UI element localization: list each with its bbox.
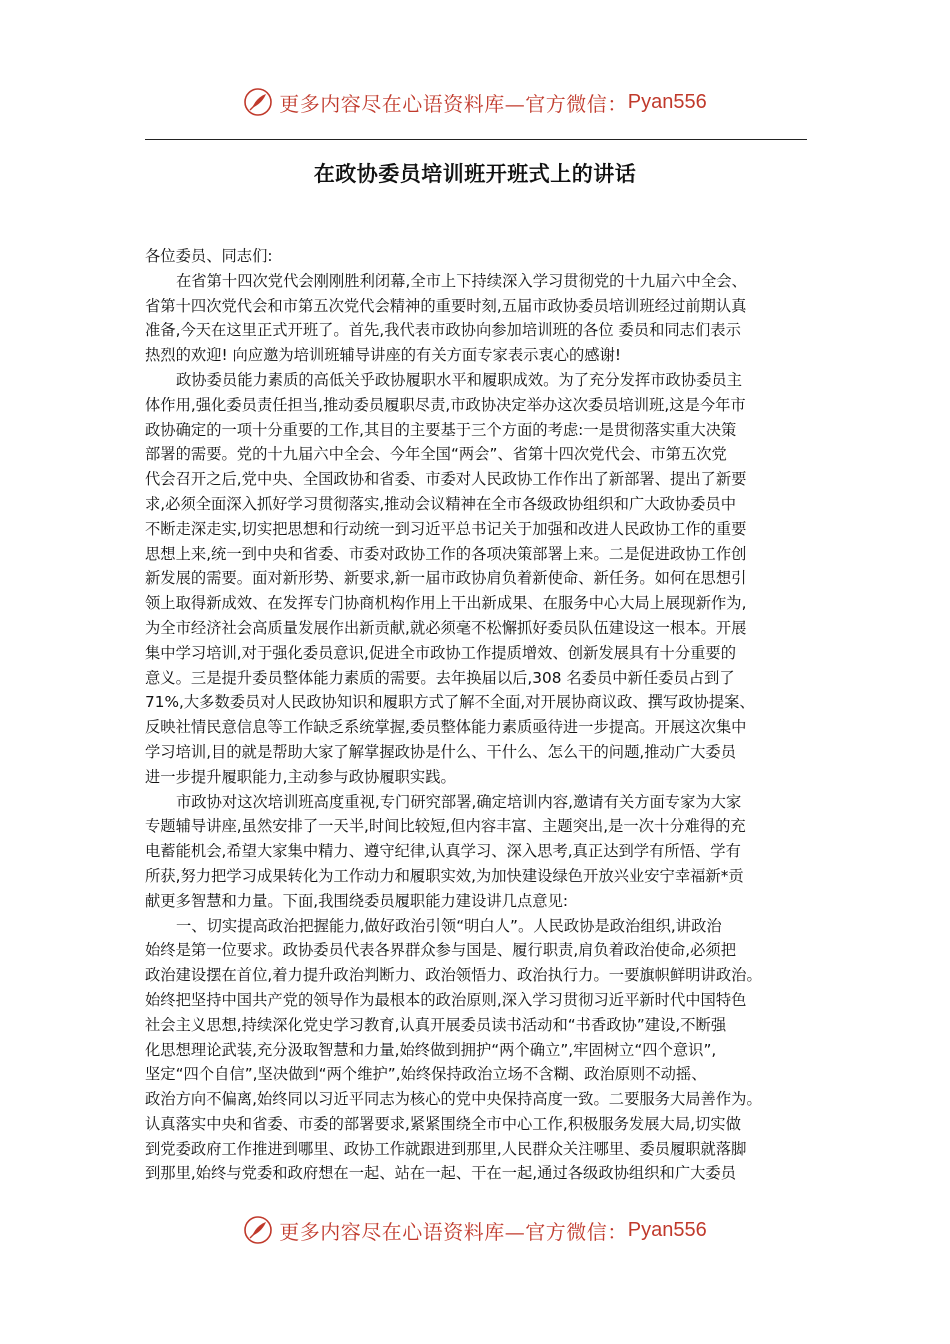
text-line: 一、切实提高政治把握能力,做好政治引领“明白人”。人民政协是政治组织,讲政治 — [176, 916, 722, 935]
text-line: 新发展的需要。面对新形势、新要求,新一届市政协肩负着新使命、新任务。如何在思想引 — [145, 569, 747, 588]
watermark-text: 更多内容尽在心语资料库—官方微信： — [279, 91, 628, 116]
text-line: 部署的需要。党的十九届六中全会、今年全国“两会”、省第十四次党代会、市第五次党 — [145, 445, 727, 464]
text-line: 到党委政府工作推进到哪里、政协工作就跟进到那里,人民群众关注哪里、委员履职就落脚 — [145, 1139, 747, 1158]
text-line: 认真落实中央和省委、市委的部署要求,紧紧围绕全市中心工作,积极服务发展大局,切实做 — [145, 1114, 741, 1133]
text-line: 思想上来,统一到中央和省委、市委对政协工作的各项决策部署上来。二是促进政协工作创 — [145, 544, 747, 563]
text-line: 学习培训,目的就是帮助大家了解掌握政协是什么、干什么、怎么干的问题,推动广大委员 — [145, 742, 737, 761]
text-line: 化思想理论武装,充分汲取智慧和力量,始终做到拥护“两个确立”,牢固树立“四个意识”, — [145, 1040, 717, 1059]
text-line: 专题辅导讲座,虽然安排了一天半,时间比较短,但内容丰富、主题突出,是一次十分难得的充 — [145, 817, 746, 836]
text-line: 政协确定的一项十分重要的工作,其目的主要基于三个方面的考虑:一是贯彻落实重大决策 — [145, 420, 737, 439]
text-line: 始终把坚持中国共产党的领导作为最根本的政治原则,深入学习贯彻习近平新时代中国特色 — [145, 990, 747, 1009]
text-line: 政治建设摆在首位,着力提升政治判断力、政治领悟力、政治执行力。一要旗帜鲜明讲政治。 — [145, 966, 762, 985]
text-line: 电蓄能机会,希望大家集中精力、遵守纪律,认真学习、深入思考,真正达到学有所悟、学有 — [145, 842, 741, 861]
text-line: 始终是第一位要求。政协委员代表各界群众参与国是、履行职责,肩负着政治使命,必须把 — [145, 941, 737, 960]
header-watermark-banner — [0, 82, 950, 122]
text-line: 社会主义思想,持续深化党史学习教育,认真开展委员读书活动和“书香政协”建设,不断强 — [145, 1015, 727, 1034]
text-line: 献更多智慧和力量。下面,我围绕委员履职能力建设讲几点意见: — [145, 891, 569, 910]
watermark-wechat-id: Pyan556 — [627, 1218, 707, 1241]
body-lines — [145, 269, 807, 1186]
text-line: 政治方向不偏离,始终同以习近平同志为核心的党中央保持高度一致。二要服务大局善作为。 — [145, 1090, 762, 1109]
greeting-line: 各位委员、同志们: — [145, 247, 273, 265]
text-line: 省第十四次党代会和市第五次党代会精神的重要时刻,五届市政协委员培训班经过前期认真 — [145, 296, 747, 315]
text-line: 在省第十四次党代会刚刚胜利闭幕,全市上下持续深入学习贯彻党的十九届六中全会、 — [176, 271, 747, 290]
text-line: 进一步提升履职能力,主动参与政协履职实践。 — [145, 767, 456, 786]
quill-pen-logo-icon — [243, 87, 273, 117]
text-line: 为全市经济社会高质量发展作出新贡献,就必须毫不松懈抓好委员队伍建设这一根本。开展 — [145, 618, 747, 637]
text-line: 到那里,始终与党委和政府想在一起、站在一起、干在一起,通过各级政协组织和广大委员 — [145, 1164, 737, 1183]
header-divider — [145, 139, 807, 140]
text-line: 不断走深走实,切实把思想和行动统一到习近平总书记关于加强和改进人民政协工作的重要 — [145, 519, 747, 538]
watermark-wechat-id: Pyan556 — [627, 90, 707, 113]
text-line: 代会召开之后,党中央、全国政协和省委、市委对人民政协工作作出了新部署、提出了新要 — [145, 470, 747, 489]
footer-watermark-banner — [0, 1210, 950, 1250]
text-line: 意义。三是提升委员整体能力素质的需要。去年换届以后,308 名委员中新任委员占到了 — [145, 668, 735, 687]
document-body — [145, 244, 807, 1186]
text-line: 求,必须全面深入抓好学习贯彻落实,推动会议精神在全市各级政协组织和广大政协委员中 — [145, 494, 737, 513]
text-line: 热烈的欢迎! 向应邀为培训班辅导讲座的有关方面专家表示衷心的感谢! — [145, 346, 622, 365]
quill-pen-logo-icon — [243, 1215, 273, 1245]
text-line: 反映社情民意信息等工作缺乏系统掌握,委员整体能力素质亟待进一步提高。开展这次集中 — [145, 718, 747, 737]
text-line: 政协委员能力素质的高低关乎政协履职水平和履职成效。为了充分发挥市政协委员主 — [176, 370, 742, 389]
text-line: 集中学习培训,对于强化委员意识,促进全市政协工作提质增效、创新发展具有十分重要的 — [145, 643, 737, 662]
text-line: 领上取得新成效、在发挥专门协商机构作用上干出新成果、在服务中心大局上展现新作为, — [145, 594, 747, 613]
page-title: 在政协委员培训班开班式上的讲话 — [313, 162, 637, 186]
text-line: 所获,努力把学习成果转化为工作动力和履职实效,为加快建设绿色开放兴业安宁幸福新*贡 — [145, 866, 744, 885]
text-line: 准备,今天在这里正式开班了。首先,我代表市政协向参加培训班的各位 委员和同志们表示 — [145, 321, 741, 340]
watermark-text: 更多内容尽在心语资料库—官方微信： — [279, 1219, 628, 1244]
text-line: 市政协对这次培训班高度重视,专门研究部署,确定培训内容,邀请有关方面专家为大家 — [176, 792, 742, 811]
text-line: 体作用,强化委员责任担当,推动委员履职尽责,市政协决定举办这次委员培训班,这是今年市 — [145, 395, 746, 414]
text-line: 71%,大多数委员对人民政协知识和履职方式了解不全面,对开展协商议政、撰写政协提案、 — [145, 693, 755, 712]
text-line: 坚定“四个自信”,坚决做到“两个维护”,始终保持政治立场不含糊、政治原则不动摇、 — [145, 1065, 707, 1084]
